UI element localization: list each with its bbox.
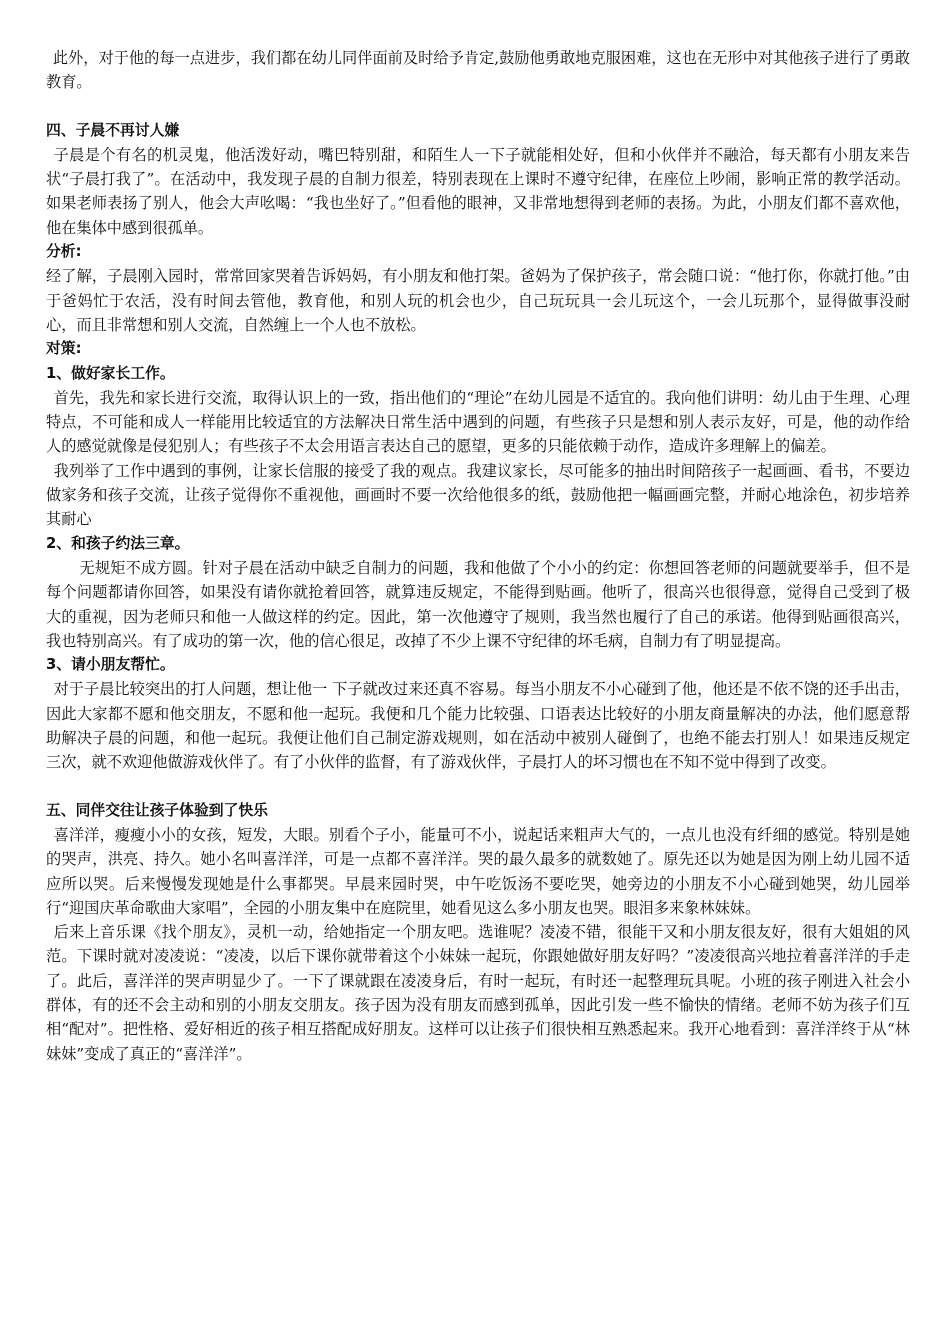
strategy-1-paragraph-1: 首先，我先和家长进行交流，取得认识上的一致，指出他们的“理论”在幼儿园是不适宜的。我向他们讲明：幼儿由于生理、心理特点，不可能和成人一样能用比较适宜的方法解决日常生活中遇到的问题，有些孩子只是想和别人表示友好，可是，他的动作给人的感觉就像是侵犯别人；有些孩子不太会用语言表达自己的愿望，更多的只能依赖于动作，造成许多理解上的偏差。 (46, 388, 910, 456)
analysis-label: 分析: (46, 243, 82, 261)
section-5-paragraph-1: 喜洋洋，瘦瘦小小的女孩，短发，大眼。别看个子小，能量可不小，说起话来粗声大气的，一点儿也没有纤细的感觉。特别是她的哭声，洪亮、持久。她小名叫喜洋洋，可是一点都不喜洋洋。哭的最久最多的就数她了。原先还以为她是因为刚上幼儿园不适应所以哭。后来慢慢发现她是什么事都哭。早晨来园时哭，中午吃饭汤不要吃哭，她旁边的小朋友不小心碰到她哭，幼儿园举行“迎国庆革命歌曲大家唱”，全园的小朋友集中在庭院里，她看见这么多小朋友也哭。眼泪多来象林妹妹。 (46, 825, 910, 917)
spacer (46, 95, 910, 119)
strategy-2-title: 2、和孩子约法三章。 (46, 534, 190, 552)
strategy-1-title: 1、做好家长工作。 (46, 364, 175, 382)
case-description: 子晨是个有名的机灵鬼，他活泼好动，嘴巴特别甜，和陌生人一下子就能相处好，但和小伙伴并不融洽，每天都有小朋友来告状“子晨打我了”。在活动中，我发现子晨的自制力很差，特别表现在上课时不遵守纪律，在座位上吵闹，影响正常的教学活动。如果老师表扬了别人，他会大声吆喝：“我也坐好了。”但看他的眼神，又非常地想得到老师的表扬。为此，小朋友们都不喜欢他，他在集体中感到很孤单。 (46, 145, 910, 237)
section-5-paragraph-2: 后来上音乐课《找个朋友》，灵机一动，给她指定一个朋友吧。选谁呢？凌凌不错，很能干又和小朋友很友好，很有大姐姐的风范。下课时就对凌凌说：“凌凌，以后下课你就带着这个小妹妹一起玩，你跟她做好朋友好吗？”凌凌很高兴地拉着喜洋洋的手走了。此后，喜洋洋的哭声明显少了。一下了课就跟在凌凌身后，有时一起玩，有时还一起整理玩具呢。小班的孩子刚进入社会小群体，有的还不会主动和别的小朋友交朋友。孩子因为没有朋友而感到孤单，因此引发一些不愉快的情绪。老师不妨为孩子们互相“配对”。把性格、爱好相近的孩子相互搭配成好朋友。这样可以让孩子们很快相互熟悉起来。我开心地看到：喜洋洋终于从“林妹妹”变成了真正的“喜洋洋”。 (46, 923, 910, 1063)
spacer (46, 775, 910, 799)
analysis-paragraph: 经了解，子晨刚入园时，常常回家哭着告诉妈妈，有小朋友和他打架。爸妈为了保护孩子，常会随口说：“他打你，你就打他。”由于爸妈忙于农活，没有时间去管他，教育他，和别人玩的机会也少，自己玩玩具一会儿玩这个，一会儿玩那个，显得做事没耐心，而且非常想和别人交流，自然缠上一个人也不放松。 (46, 267, 910, 334)
section-heading-4: 四、子晨不再讨人嫌 (46, 121, 180, 139)
strategy-3-title: 3、请小朋友帮忙。 (46, 656, 175, 674)
section-heading-5: 五、同伴交往让孩子体验到了快乐 (46, 801, 268, 819)
strategy-2-paragraph: 无规矩不成方圆。针对子晨在活动中缺乏自制力的问题，我和他做了个小小的约定：你想回答老师的问题就要举手，但不是每个问题都请你回答，如果没有请你就抢着回答，就算违反规定，不能得到贴画。他听了，很高兴也很得意，觉得自己受到了极大的重视，因为老师只和他一人做这样的约定。因此，第一次他遵守了规则，我当然也履行了自己的承诺。他得到贴画很高兴，我也特别高兴。有了成功的第一次，他的信心很足，改掉了不少上课不守纪律的坏毛病，自制力有了明显提高。 (46, 558, 910, 650)
strategy-label: 对策: (46, 340, 82, 358)
strategy-3-paragraph: 对于子晨比较突出的打人问题，想让他一 下子就改过来还真不容易。每当小朋友不小心碰到了他，他还是不依不饶的还手出击，因此大家都不愿和他交朋友，不愿和他一起玩。我便和几个能力比较强、口语表达比较好的小朋友商量解决的办法，他们愿意帮助解决子晨的问题，和他一起玩。我便让他们自己制定游戏规则，如在活动中被别人碰倒了，也绝不能去打别人！如果违反规定三次，就不欢迎他做游戏伙伴了。有了小伙伴的监督，有了游戏伙伴，子晨打人的坏习惯也在不知不觉中得到了改变。 (46, 680, 910, 772)
intro-paragraph: 此外，对于他的每一点进步，我们都在幼儿同伴面前及时给予肯定,鼓励他勇敢地克服困难，这也在无形中对其他孩子进行了勇敢教育。 (46, 49, 910, 92)
strategy-1-paragraph-2: 我列举了工作中遇到的事例，让家长信服的接受了我的观点。我建议家长，尽可能多的抽出时间陪孩子一起画画、看书，不要边做家务和孩子交流，让孩子觉得你不重视他，画画时不要一次给他很多的纸，鼓励他把一幅画画完整，并耐心地涂色，初步培养其耐心 (46, 461, 910, 529)
